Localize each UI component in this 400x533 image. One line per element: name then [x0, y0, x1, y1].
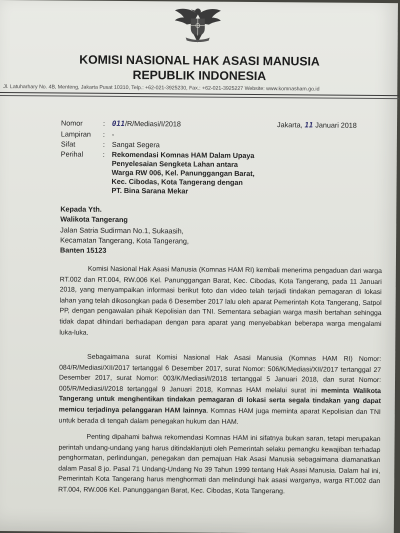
recommendation-emphasis: meminta Walikota Tangerang untuk menghentikan tindakan pemagaran di lokasi serta segala tindakan yang dapat memicu terjadinya pelanggaran HAM lainnya [58, 387, 381, 415]
meta-nomor: Nomor : 011/R/Mediasi/I/2018 [61, 118, 181, 129]
addressee-district: Kecamatan Tangerang, Kota Tangerang, [60, 235, 189, 246]
perihal-line-4: Kec. Cibodas, Kota Tangerang dengan [111, 176, 243, 187]
addressee-salutation: Kepada Yth. [60, 204, 102, 214]
garuda-emblem-icon [173, 4, 223, 44]
meta-sifat: Sifat : Sangat Segera [60, 139, 160, 150]
handwritten-number: 011 [111, 118, 126, 128]
addressee-street: Jalan Satria Sudirman No.1, Sukaasih, [60, 225, 184, 236]
perihal-line-2: Penyelesaian Sengketa Lahan antara [111, 158, 239, 169]
perihal-line-3: Warga RW 006, Kel. Panunggangan Barat, [111, 167, 255, 179]
body-paragraph-1: Komisi Nasional Hak Asasi Manusia (Komnas HAM RI) kembali menerima pengaduan dari warga RT.002 dan RT.004, RW.006 Kel. Panunggangan Barat, Kec. Cibodas, Kota Tangerang, pada 11 Januari 2018, yang menyampaikan informasi berikut foto dan video telah terjadi tindakan pemagaran di lokasi lahan yang telah dikosongkan pada 6 Desember 2017 lalu oleh aparat Pemerintah Kota Tangerang, Satpol PP, dengan pengawalan pihak Kepolisian dan TNI. Sementara sebagian warga masih bertahan sehingga tidak dapat dihindari berhadapan dengan para aparat yang menyebabkan beberapa warga mengalami luka-luka. [59, 265, 382, 337]
body-paragraph-3: Penting dipahami bahwa rekomendasi Komnas HAM ini sifatnya bukan saran, tetapi merupakan perintah undang-undang yang harus ditindaklanjuti oleh Pemerintah selaku pemangku kewajiban terhadap penghormatan, perlindungan, penegakan dan pemajuan Hak Asasi Manusia sebagaimana diamanatkan dalam Pasal 8 jo. Pasal 71 Undang-Undang No 39 Tahun 1999 tentang Hak Asasi Manusia. Dalam hal ini, Pemerintah Kota Tangerang harus menghormati dan melindungi hak asasi warganya, warga RT.002 dan RT.004, RW.006 Kel. Panunggangan Barat, Kec. Cibodas, Kota Tangerang. [58, 433, 381, 496]
perihal-line-5: PT. Bina Sarana Mekar [111, 185, 189, 196]
body-paragraph-2: Sebagaimana surat Komisi Nasional Hak Asasi Manusia (Komnas HAM RI) Nomor: 084/R/Mediasi/XII/2017 tertanggal 6 Desember 2017, surat Nomor: 506/K/Mediasi/XII/2017 tertanggal 27 Desember 2017, surat Nomor: 003/K/Mediasi/I/2018 tertanggal 5 Januari 2018, dan surat Nomor: 005/R/Mediasi/I/2018 tertanggal 9 Januari 2018, Komnas HAM melalui surat ini meminta Walikota Tangerang untuk menghentikan tindakan pemagaran di lokasi serta segala tindakan yang dapat memicu terjadinya pelanggaran HAM lainnya. Komnas HAM juga meminta aparat Kepolisian dan TNI untuk berada di tengah dalam penegakan hukum dan HAM. [58, 353, 382, 426]
meta-perihal: Perihal : [60, 149, 105, 159]
addressee-name: Walikota Tangerang [60, 214, 128, 225]
org-title-line1: KOMISI NASIONAL HAK ASASI MANUSIA [79, 52, 320, 69]
org-title-line2: REPUBLIK INDONESIA [132, 68, 267, 84]
letter-date: Jakarta, 11 Januari 2018 [276, 120, 357, 130]
addressee-postal: Banten 15123 [60, 245, 107, 255]
perihal-line-1: Rekomendasi Komnas HAM Dalam Upaya [111, 149, 255, 161]
meta-lampiran: Lampiran : - [60, 129, 115, 139]
handwritten-date-day: 11 [304, 120, 314, 130]
letterhead-address: Jl. Latuharhary No. 4B, Menteng, Jakarta Pusat 10310, Telp.: +62-021-3925230, Fax.: +62-021-3925227 Website: www.komnasham.go.id [3, 84, 320, 93]
